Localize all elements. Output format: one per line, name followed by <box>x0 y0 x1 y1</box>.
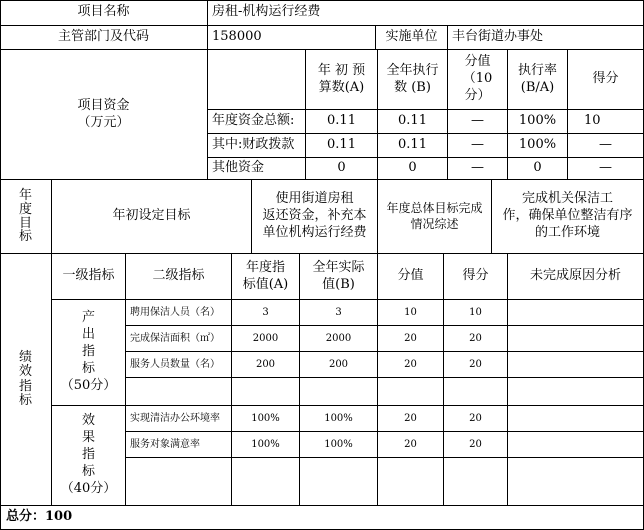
funds-row-score: — <box>568 158 644 180</box>
funds-row-label: 其他资金 <box>208 158 306 180</box>
effect-row-reason <box>508 432 644 458</box>
funds-col-score: 得分 <box>568 50 644 110</box>
funds-row-score-value: — <box>448 110 508 134</box>
output-row-empty <box>300 378 378 406</box>
effect-indicator-label: 效 果 指 标 （40分） <box>52 406 126 506</box>
effect-row-empty <box>126 458 232 506</box>
funds-label: 项目资金 （万元） <box>0 50 208 180</box>
summary-text: 完成机关保洁工 作，确保单位整洁有序 的工作环境 <box>492 180 644 254</box>
perf-col-score-value: 分值 <box>378 254 444 300</box>
dept-label: 主管部门及代码 <box>0 26 208 50</box>
output-row-reason <box>508 352 644 378</box>
output-row-actual: 3 <box>300 300 378 326</box>
effect-row-empty <box>444 458 508 506</box>
funds-col-score-value: 分值 （10 分） <box>448 50 508 110</box>
initial-goal-label: 年初设定目标 <box>52 180 252 254</box>
effect-row-score: 20 <box>444 406 508 432</box>
effect-row-empty <box>232 458 300 506</box>
effect-row-target: 100% <box>232 406 300 432</box>
funds-row-label: 年度资金总额: <box>208 110 306 134</box>
funds-row-score: — <box>568 134 644 158</box>
funds-row-actual: 0.11 <box>378 134 448 158</box>
output-row-actual: 2000 <box>300 326 378 352</box>
effect-row-target: 100% <box>232 432 300 458</box>
total-score: 总分：100 <box>0 506 644 530</box>
output-indicator-label: 产 出 指 标 （50分） <box>52 300 126 406</box>
funds-header-blank <box>208 50 306 110</box>
funds-row-label: 其中:财政拨款 <box>208 134 306 158</box>
output-row-name: 服务人员数量（名） <box>126 352 232 378</box>
funds-col-rate: 执行率 (B/A) <box>508 50 568 110</box>
project-name-value: 房租-机构运行经费 <box>208 0 644 26</box>
effect-row-actual: 100% <box>300 406 378 432</box>
effect-row-empty <box>378 458 444 506</box>
perf-col-level2: 二级指标 <box>126 254 232 300</box>
output-row-score-value: 20 <box>378 326 444 352</box>
funds-row-rate: 100% <box>508 110 568 134</box>
output-row-empty <box>232 378 300 406</box>
output-row-name: 聘用保洁人员（名） <box>126 300 232 326</box>
effect-row-reason <box>508 406 644 432</box>
funds-row-score: 10 <box>568 110 644 134</box>
perf-col-actual: 全年实际 值(B) <box>300 254 378 300</box>
output-row-reason <box>508 326 644 352</box>
effect-row-actual: 100% <box>300 432 378 458</box>
funds-row-score-value: — <box>448 134 508 158</box>
perf-col-target: 年度指 标值(A) <box>232 254 300 300</box>
effect-row-name: 实现清洁办公环境率 <box>126 406 232 432</box>
perf-col-reason: 未完成原因分析 <box>508 254 644 300</box>
annual-goal-label: 年 度 目 标 <box>0 180 52 254</box>
output-row-score-value: 10 <box>378 300 444 326</box>
output-row-empty <box>508 378 644 406</box>
output-row-score: 20 <box>444 326 508 352</box>
initial-goal-text: 使用街道房租 返还资金，补充本 单位机构运行经费 <box>252 180 378 254</box>
summary-label: 年度总体目标完成 情况综述 <box>378 180 492 254</box>
output-row-target: 200 <box>232 352 300 378</box>
funds-row-initial: 0 <box>306 158 378 180</box>
output-row-score-value: 20 <box>378 352 444 378</box>
output-row-name: 完成保洁面积（㎡） <box>126 326 232 352</box>
effect-row-score: 20 <box>444 432 508 458</box>
funds-row-rate: 100% <box>508 134 568 158</box>
perf-col-score: 得分 <box>444 254 508 300</box>
effect-row-empty <box>300 458 378 506</box>
funds-col-actual: 全年执行 数 (B) <box>378 50 448 110</box>
project-name-label: 项目名称 <box>0 0 208 26</box>
funds-row-initial: 0.11 <box>306 110 378 134</box>
effect-row-name: 服务对象满意率 <box>126 432 232 458</box>
effect-row-score-value: 20 <box>378 406 444 432</box>
performance-label: 绩 效 指 标 <box>0 254 52 506</box>
funds-col-initial: 年 初 预 算数(A) <box>306 50 378 110</box>
effect-row-empty <box>508 458 644 506</box>
dept-code-value: 158000 <box>208 26 376 50</box>
effect-row-score-value: 20 <box>378 432 444 458</box>
output-row-target: 2000 <box>232 326 300 352</box>
output-row-target: 3 <box>232 300 300 326</box>
output-row-empty <box>126 378 232 406</box>
output-row-score: 20 <box>444 352 508 378</box>
funds-row-actual: 0 <box>378 158 448 180</box>
funds-row-rate: 0 <box>508 158 568 180</box>
output-row-empty <box>378 378 444 406</box>
funds-row-initial: 0.11 <box>306 134 378 158</box>
output-row-reason <box>508 300 644 326</box>
perf-col-level1: 一级指标 <box>52 254 126 300</box>
funds-row-score-value: — <box>448 158 508 180</box>
impl-unit-value: 丰台街道办事处 <box>448 26 644 50</box>
impl-unit-label: 实施单位 <box>376 26 448 50</box>
output-row-empty <box>444 378 508 406</box>
funds-row-actual: 0.11 <box>378 110 448 134</box>
output-row-actual: 200 <box>300 352 378 378</box>
output-row-score: 10 <box>444 300 508 326</box>
